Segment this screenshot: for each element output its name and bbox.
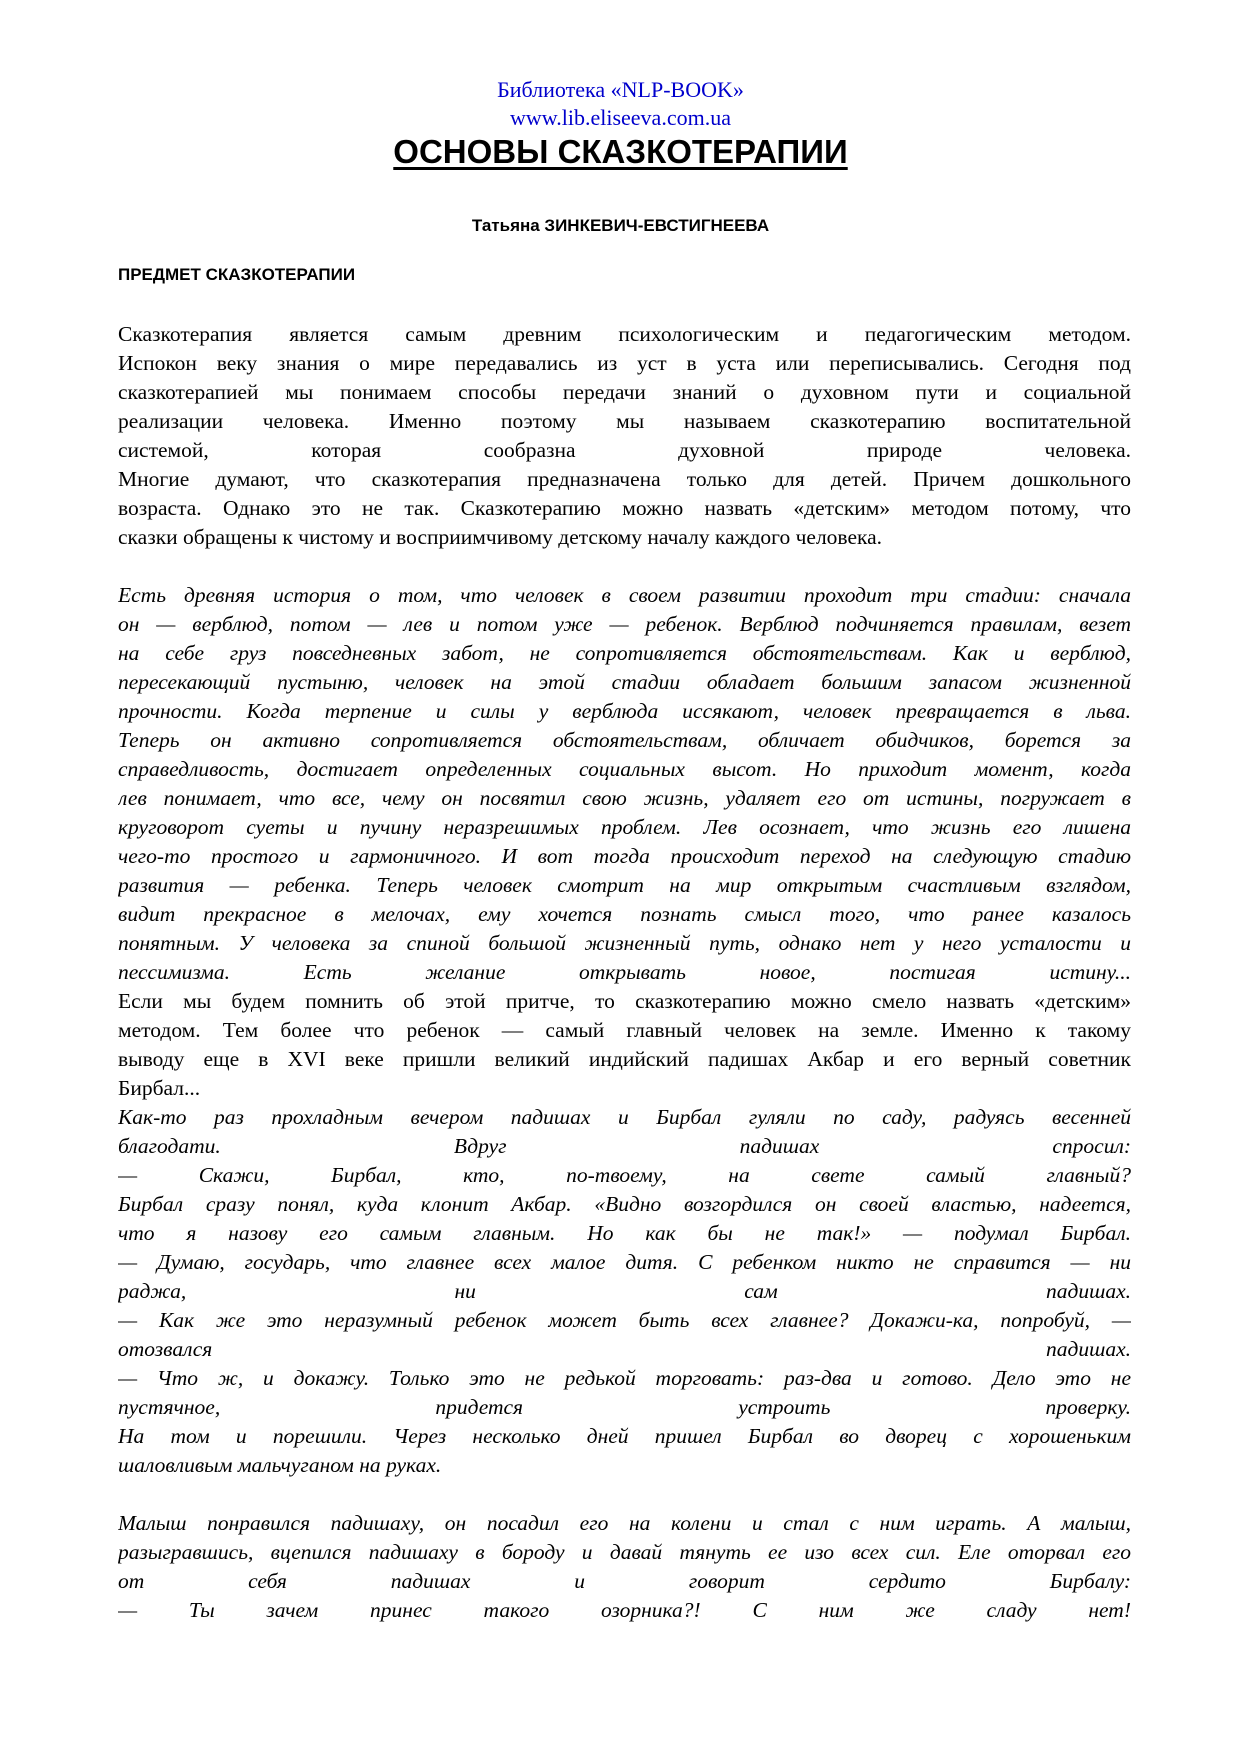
text-line: Если мы будем помнить об этой притче, то сказкотерапию можно смело назвать «детским» (118, 989, 1131, 1013)
library-website: www.lib.eliseeva.com.ua (510, 105, 731, 130)
text-line: шаловливым мальчуганом на руках. (118, 1453, 442, 1477)
text-line: что я назову его самым главным. Но как бы не так!» — подумал Бирбал. (118, 1221, 1131, 1245)
text-line: от себя падишах и говорит сердито Бирбалу: (118, 1569, 1131, 1593)
text-line: пустячное, придется устроить проверку. (118, 1395, 1131, 1419)
author-name: Татьяна ЗИНКЕВИЧ-ЕВСТИГНЕЕВА (471, 216, 770, 235)
text-line: Малыш понравился падишаху, он посадил его на колени и стал с ним играть. А малыш, (118, 1511, 1131, 1535)
text-line: на себе груз повседневных забот, не сопротивляется обстоятельствам. Как и верблюд, (118, 641, 1131, 665)
text-line: круговорот суеты и пучину неразрешимых проблем. Лев осознает, что жизнь его лишена (118, 815, 1131, 839)
text-line: реализации человека. Именно поэтому мы называем сказкотерапию воспитательной (118, 409, 1131, 433)
text-line: Многие думают, что сказкотерапия предназначена только для детей. Причем дошкольного (118, 467, 1131, 491)
text-line: разыгравшись, вцепился падишаху в бороду и давай тянуть ее изо всех сил. Еле оторвал его (118, 1540, 1131, 1564)
text-line: пересекающий пустыню, человек на этой стадии обладает большим запасом жизненной (118, 670, 1131, 694)
text-line: лев понимает, что все, чему он посвятил свою жизнь, удаляет его от истины, погружает в (118, 786, 1131, 810)
text-line: системой, которая сообразна духовной природе человека. (118, 438, 1131, 462)
text-line: Есть древняя история о том, что человек в своем развитии проходит три стадии: сначала (118, 583, 1131, 607)
text-line: благодати. Вдруг падишах спросил: (118, 1134, 1131, 1158)
text-line: раджа, ни сам падишах. (118, 1279, 1131, 1303)
text-line: отозвался падишах. (118, 1337, 1131, 1361)
text-line: — Скажи, Бирбал, кто, по-твоему, на свете самый главный? (118, 1163, 1131, 1187)
text-line: Испокон веку знания о мире передавались из уст в уста или переписывались. Сегодня под (118, 351, 1131, 375)
body-text (118, 320, 1131, 1625)
text-line: — Думаю, государь, что главнее всех малое дитя. С ребенком никто не справится — ни (118, 1250, 1131, 1274)
text-line: видит прекрасное в мелочах, ему хочется познать смысл того, что ранее казалось (118, 902, 1131, 926)
text-line: методом. Тем более что ребенок — самый главный человек на земле. Именно к такому (118, 1018, 1131, 1042)
text-line: развития — ребенка. Теперь человек смотрит на мир открытым счастливым взглядом, (118, 873, 1131, 897)
text-line (118, 552, 1131, 581)
library-name: Библиотека «NLP-BOOK» (497, 77, 744, 102)
text-line: Бирбал сразу понял, куда клонит Акбар. «Видно возгордился он своей властью, надеется, (118, 1192, 1131, 1216)
text-line: На том и порешили. Через несколько дней пришел Бирбал во дворец с хорошеньким (118, 1424, 1131, 1448)
text-line: справедливость, достигает определенных социальных высот. Но приходит момент, когда (118, 757, 1131, 781)
document-title: ОСНОВЫ СКАЗКОТЕРАПИИ (393, 133, 848, 170)
section-heading: ПРЕДМЕТ СКАЗКОТЕРАПИИ (118, 265, 356, 284)
text-line: выводу еще в XVI веке пришли великий индийский падишах Акбар и его верный советник (118, 1047, 1131, 1071)
text-line: Сказкотерапия является самым древним психологическим и педагогическим методом. (118, 322, 1131, 346)
text-line: сказки обращены к чистому и восприимчивому детскому началу каждого человека. (118, 525, 883, 549)
text-line: Бирбал... (118, 1076, 201, 1100)
text-line: понятным. У человека за спиной большой жизненный путь, однако нет у него усталости и (118, 931, 1131, 955)
text-line: чего-то простого и гармоничного. И вот тогда происходит переход на следующую стадию (118, 844, 1131, 868)
text-line: возраста. Однако это не так. Сказкотерапию можно назвать «детским» методом потому, что (118, 496, 1131, 520)
text-line: — Как же это неразумный ребенок может быть всех главнее? Докажи-ка, попробуй, — (118, 1308, 1131, 1332)
text-line: он — верблюд, потом — лев и потом уже — ребенок. Верблюд подчиняется правилам, везет (118, 612, 1131, 636)
text-line: — Ты зачем принес такого озорника?! С ним же сладу нет! (118, 1598, 1131, 1622)
text-line: сказкотерапией мы понимаем способы передачи знаний о духовном пути и социальной (118, 380, 1131, 404)
text-line: Как-то раз прохладным вечером падишах и Бирбал гуляли по саду, радуясь весенней (118, 1105, 1131, 1129)
text-line: прочности. Когда терпение и силы у верблюда иссякают, человек превращается в льва. (118, 699, 1131, 723)
text-line: пессимизма. Есть желание открывать новое, постигая истину... (118, 960, 1131, 984)
text-line: — Что ж, и докажу. Только это не редькой торговать: раз-два и готово. Дело это не (118, 1366, 1131, 1390)
text-line: Теперь он активно сопротивляется обстоятельствам, обличает обидчиков, борется за (118, 728, 1131, 752)
text-line (118, 1480, 1131, 1509)
